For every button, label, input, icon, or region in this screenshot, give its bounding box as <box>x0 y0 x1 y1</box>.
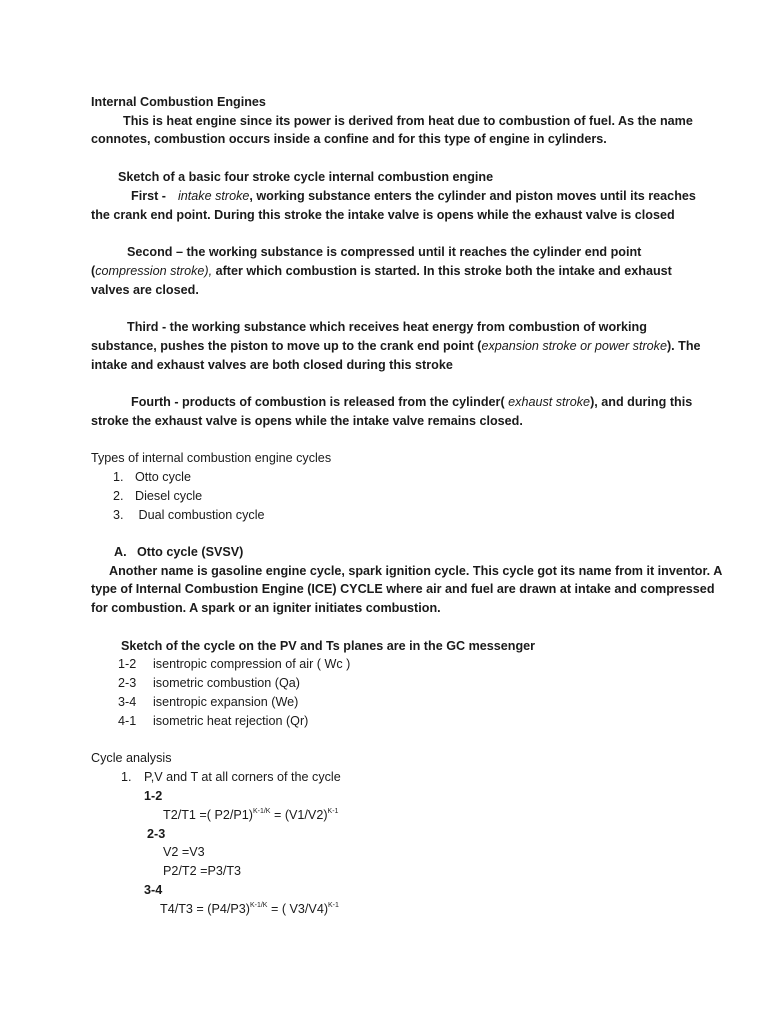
process-2-num: 2-3 <box>118 676 137 690</box>
first-stroke-label: First - <box>131 189 166 203</box>
section-2-3-label: 2-3 <box>147 827 166 841</box>
analysis-item-text: P,V and T at all corners of the cycle <box>144 770 341 784</box>
otto-sketch-note: Sketch of the cycle on the PV and Ts planes are in the GC messenger <box>121 639 536 653</box>
fourth-stroke-line-1 <box>131 393 692 412</box>
analysis-heading: Cycle analysis <box>91 751 172 765</box>
fourth-stroke-text-post: ), and during this <box>590 395 693 409</box>
equation-3-4-exponent-b: K-1 <box>328 902 339 909</box>
fourth-stroke-text-pre: Fourth - products of combustion is released from the cylinder( <box>131 395 509 409</box>
process-3-num: 3-4 <box>118 695 137 709</box>
types-item-1: Otto cycle <box>135 470 191 484</box>
section-1-2-label: 1-2 <box>144 789 163 803</box>
third-stroke-line-3: intake and exhaust valves are both closed during this stroke <box>91 358 453 372</box>
second-stroke-term: compression stroke), <box>95 264 213 278</box>
types-heading: Types of internal combustion engine cycles <box>91 451 332 465</box>
fourth-stroke-line-2: stroke the exhaust valve is opens while the intake valve remains closed. <box>91 414 523 428</box>
third-stroke-text-pre: substance, pushes the piston to move up to the crank end point ( <box>91 339 482 353</box>
second-stroke-text: after which combustion is started. In this stroke both the intake and exhaust <box>212 264 672 278</box>
otto-heading: Otto cycle (SVSV) <box>137 545 244 559</box>
equation-3-4-part-b: = ( V3/V4) <box>267 902 329 916</box>
equation-3-4-part-a: T4/T3 = (P4/P3) <box>160 902 250 916</box>
first-stroke-line-2: the crank end point. During this stroke the intake valve is opens while the exhaust valve is closed <box>91 208 675 222</box>
second-stroke-line-3: valves are closed. <box>91 283 199 297</box>
third-stroke-line-2 <box>91 337 701 356</box>
equation-1-2 <box>163 806 338 825</box>
sketch-heading: Sketch of a basic four stroke cycle internal combustion engine <box>118 170 494 184</box>
third-stroke-text-post: ). The <box>666 339 701 353</box>
equation-2-3-a: V2 =V3 <box>163 845 205 859</box>
section-3-4-label: 3-4 <box>144 883 163 897</box>
equation-1-2-exponent-a: K-1/K <box>252 808 271 815</box>
process-4-num: 4-1 <box>118 714 137 728</box>
otto-heading-num: A. <box>114 545 127 559</box>
first-stroke-text: , working substance enters the cylinder and piston moves until its reaches <box>249 189 696 203</box>
intro-line-1: This is heat engine since its power is derived from heat due to combustion of fuel. As the name <box>123 114 693 128</box>
third-stroke-term: expansion stroke or power stroke <box>481 339 667 353</box>
equation-3-4-exponent-a: K-1/K <box>249 902 268 909</box>
second-stroke-line-2 <box>91 262 672 281</box>
types-item-3: Dual combustion cycle <box>135 508 265 522</box>
process-2-text: isometric combustion (Qa) <box>153 676 300 690</box>
types-item-2: Diesel cycle <box>135 489 203 503</box>
equation-2-3-b: P2/T2 =P3/T3 <box>163 864 242 878</box>
process-1-num: 1-2 <box>118 657 137 671</box>
first-stroke-term: intake stroke <box>177 189 250 203</box>
equation-1-2-part-b: = (V1/V2) <box>270 808 328 822</box>
second-stroke-open: ( <box>91 264 96 278</box>
otto-desc-line-2: type of Internal Combustion Engine (ICE) CYCLE where air and fuel are drawn at intake and compressed <box>91 582 715 596</box>
equation-1-2-exponent-b: K-1 <box>327 808 339 815</box>
otto-desc-line-1: Another name is gasoline engine cycle, spark ignition cycle. This cycle got its name from it inventor. A <box>109 564 723 578</box>
fourth-stroke-term: exhaust stroke <box>508 395 591 409</box>
otto-desc-line-3: for combustion. A spark or an igniter initiates combustion. <box>91 601 441 615</box>
third-stroke-line-1: Third - the working substance which receives heat energy from combustion of working <box>127 320 647 334</box>
process-4-text: isometric heat rejection (Qr) <box>153 714 309 728</box>
types-item-1-num: 1. <box>113 470 124 484</box>
process-1-text: isentropic compression of air ( Wc ) <box>153 657 351 671</box>
document-title: Internal Combustion Engines <box>91 95 266 109</box>
intro-line-2: connotes, combustion occurs inside a confine and for this type of engine in cylinders. <box>91 132 607 146</box>
process-3-text: isentropic expansion (We) <box>153 695 299 709</box>
first-stroke-line-1 <box>131 187 696 206</box>
analysis-item-num: 1. <box>121 770 132 784</box>
equation-3-4 <box>160 900 339 919</box>
equation-1-2-part-a: T2/T1 =( P2/P1) <box>163 808 253 822</box>
second-stroke-line-1: Second – the working substance is compressed until it reaches the cylinder end point <box>127 245 642 259</box>
types-item-2-num: 2. <box>113 489 124 503</box>
types-item-3-num: 3. <box>113 508 124 522</box>
